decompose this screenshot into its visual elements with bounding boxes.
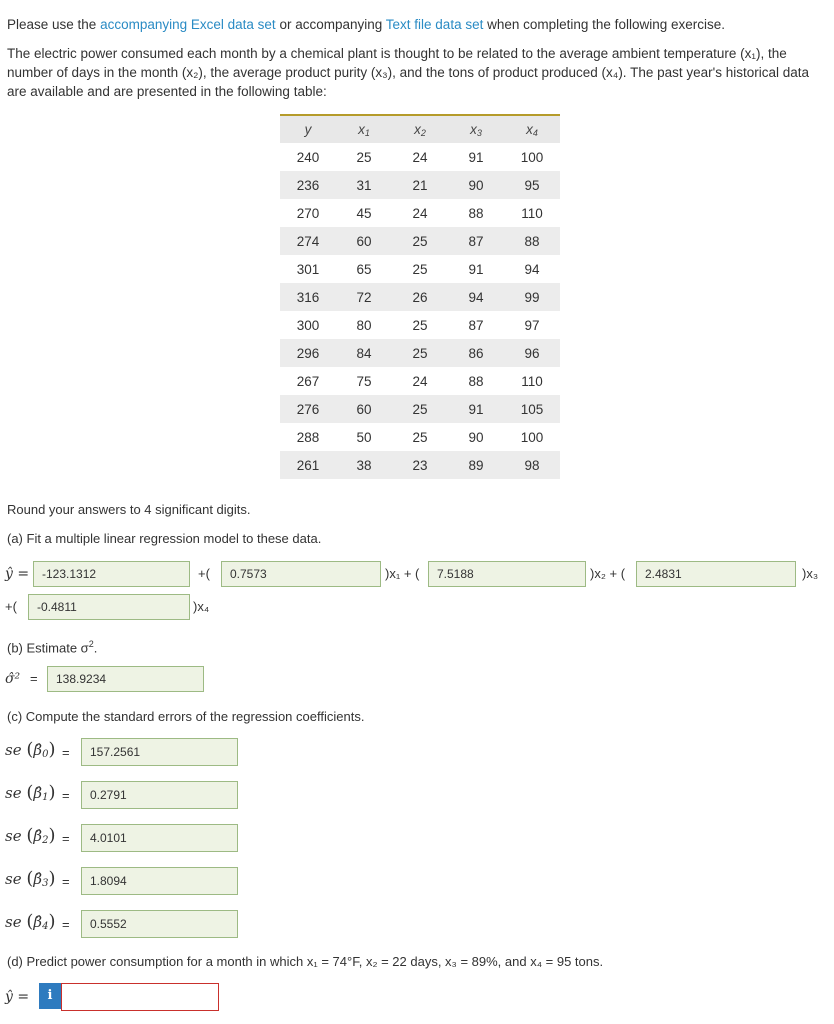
table-cell: 301 [296, 261, 320, 277]
table-cell: 270 [296, 205, 320, 221]
table-cell: 261 [280, 451, 336, 479]
table-cell: 24 [412, 205, 428, 221]
table-cell: 300 [296, 317, 320, 333]
table-cell: 25 [392, 339, 448, 367]
x3-term: )x₃ [802, 566, 819, 581]
se-beta-4-input[interactable]: 0.5552 [81, 910, 238, 938]
table-cell: 236 [280, 171, 336, 199]
b1-input[interactable]: 0.7573 [221, 561, 381, 587]
table-cell: 110 [521, 373, 543, 389]
se-beta-3-label: se $(\betâ_3)$ [5, 868, 56, 889]
table-cell: 25 [412, 317, 428, 333]
excel-data-link[interactable]: accompanying Excel data set [100, 17, 276, 32]
table-cell: 110 [521, 205, 543, 221]
header-x3: $x_3$ [448, 115, 504, 143]
round-note: Round your answers to 4 significant digits. [7, 502, 251, 517]
table-cell: 91 [468, 149, 484, 165]
table-header-row [280, 115, 560, 143]
table-cell: 296 [280, 339, 336, 367]
equals-sign: = [62, 874, 70, 889]
table-row [280, 367, 560, 395]
header-x1: $x_1$ [336, 115, 392, 143]
table-cell: 75 [356, 373, 372, 389]
table-row [280, 423, 560, 451]
header-y: y [280, 115, 336, 143]
sigma-hat-label: σ̂² [5, 671, 21, 687]
problem-paragraph: The electric power consumed each month by a chemical plant is thought to be related to the average ambient temperature (x₁), the number of days in the month (x₂), the average product purity (x₃), and the tons of product produced (x₄). The past year's historical data are available and are presented in the following table: [7, 46, 809, 99]
intro-line [7, 15, 827, 35]
table-cell: 60 [336, 227, 392, 255]
table-cell: 84 [336, 339, 392, 367]
table-cell: 88 [468, 373, 484, 389]
table-cell: 87 [448, 227, 504, 255]
table-cell: 24 [412, 373, 428, 389]
table-cell: 25 [412, 261, 428, 277]
equals-sign: = [62, 831, 70, 846]
table-cell: 38 [336, 451, 392, 479]
table-row [280, 199, 560, 227]
table-cell: 99 [504, 283, 560, 311]
table-row [280, 255, 560, 283]
se-beta-3-input[interactable]: 1.8094 [81, 867, 238, 895]
table-cell: 100 [520, 429, 544, 445]
table-cell: 89 [448, 451, 504, 479]
b2-input[interactable]: 7.5188 [428, 561, 586, 587]
text-data-link[interactable]: Text file data set [385, 17, 484, 32]
yhat-label: ŷ = [5, 566, 30, 582]
plus-open: +( [198, 566, 210, 581]
table-cell: 97 [524, 317, 540, 333]
equals-sign: = [62, 917, 70, 932]
intro-text: or accompanying [279, 17, 383, 32]
table-row [280, 311, 560, 339]
table-cell: 94 [524, 261, 540, 277]
table-cell: 88 [468, 205, 484, 221]
x2-term: )x₂ + ( [590, 566, 626, 581]
table-cell: 80 [356, 317, 372, 333]
se-beta-2-label: se $(\betâ_2)$ [5, 825, 56, 846]
header-x2: $x_2$ [392, 115, 448, 143]
prediction-input[interactable] [61, 983, 219, 1011]
table-cell: 90 [468, 429, 484, 445]
info-icon[interactable]: i [39, 983, 61, 1009]
se-beta-0-label: se $(\betâ_0)$ [5, 739, 56, 760]
table-cell: 96 [504, 339, 560, 367]
b0-input[interactable]: -123.1312 [33, 561, 190, 587]
table-cell: 60 [336, 395, 392, 423]
sigma-sq-input[interactable]: 138.9234 [47, 666, 204, 692]
intro-text: when completing the following exercise. [487, 17, 725, 32]
table-cell: 105 [504, 395, 560, 423]
table-cell: 316 [280, 283, 336, 311]
table-row [280, 451, 560, 479]
table-row [280, 171, 560, 199]
part-c-label: (c) Compute the standard errors of the regression coefficients. [7, 709, 365, 724]
table-cell: 25 [356, 149, 372, 165]
table-cell: 88 [504, 227, 560, 255]
table-cell: 240 [296, 149, 320, 165]
table-cell: 91 [448, 395, 504, 423]
part-b-label: (b) Estimate $\sigma^2$. [7, 639, 98, 656]
table-cell: 31 [336, 171, 392, 199]
b3-input[interactable]: 2.4831 [636, 561, 796, 587]
table-cell: 45 [356, 205, 372, 221]
table-cell: 87 [468, 317, 484, 333]
se-beta-0-input[interactable]: 157.2561 [81, 738, 238, 766]
table-cell: 25 [392, 227, 448, 255]
se-beta-2-input[interactable]: 4.0101 [81, 824, 238, 852]
se-beta-1-input[interactable]: 0.2791 [81, 781, 238, 809]
table-cell: 276 [280, 395, 336, 423]
table-cell: 25 [392, 395, 448, 423]
data-table [280, 114, 560, 479]
table-row [280, 395, 560, 423]
table-row [280, 227, 560, 255]
se-beta-4-label: se $(\betâ_4)$ [5, 911, 56, 932]
part-a-label: (a) Fit a multiple linear regression model to these data. [7, 531, 322, 546]
x4-term: )x₄ [193, 599, 210, 614]
table-cell: 50 [356, 429, 372, 445]
table-cell: 24 [412, 149, 428, 165]
table-row [280, 143, 560, 171]
x1-term: )x₁ + ( [385, 566, 420, 581]
table-cell: 90 [448, 171, 504, 199]
table-cell: 267 [296, 373, 320, 389]
plus-open-2: +( [5, 599, 17, 614]
table-cell: 86 [448, 339, 504, 367]
table-cell: 100 [520, 149, 544, 165]
header-x4: $x_4$ [504, 115, 560, 143]
table-cell: 65 [356, 261, 372, 277]
b4-input[interactable]: -0.4811 [28, 594, 190, 620]
table-cell: 21 [392, 171, 448, 199]
table-cell: 288 [296, 429, 320, 445]
equals-sign: = [30, 671, 38, 686]
table-cell: 26 [392, 283, 448, 311]
equals-sign: = [62, 745, 70, 760]
table-cell: 91 [468, 261, 484, 277]
table-cell: 94 [448, 283, 504, 311]
table-cell: 23 [392, 451, 448, 479]
table-cell: 72 [336, 283, 392, 311]
equals-sign: = [62, 788, 70, 803]
intro-text: Please use the [7, 17, 97, 32]
table-cell: 25 [412, 429, 428, 445]
yhat-label-d: ŷ = [5, 989, 30, 1005]
table-row [280, 283, 560, 311]
table-cell: 98 [504, 451, 560, 479]
part-d-label: (d) Predict power consumption for a month in which x₁ = 74°F, x₂ = 22 days, x₃ = 89%, and x₄ = 95 tons. [7, 954, 604, 969]
table-cell: 95 [504, 171, 560, 199]
se-beta-1-label: se $(\betâ_1)$ [5, 782, 56, 803]
table-cell: 274 [280, 227, 336, 255]
table-row [280, 339, 560, 367]
